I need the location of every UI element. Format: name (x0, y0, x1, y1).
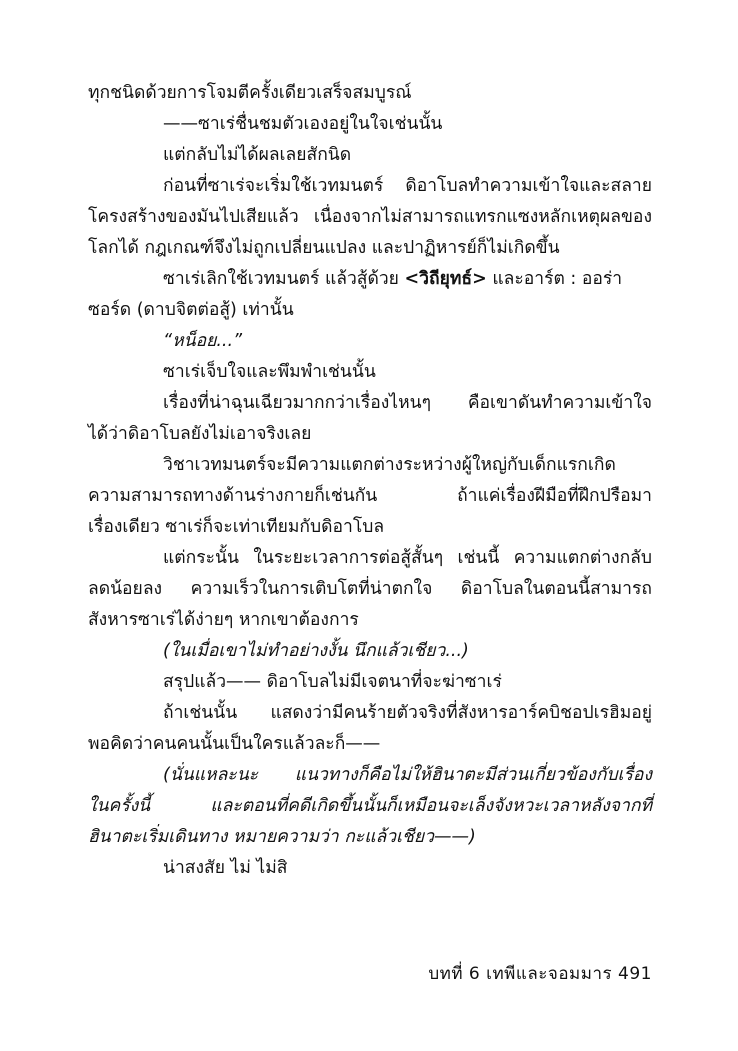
text-line: พอคิดว่าคนคนนั้นเป็นใครแล้วละก็—— (88, 734, 381, 754)
text-line: สังหารซาเร่ได้ง่ายๆ หากเขาต้องการ (88, 610, 359, 630)
text-line: เรื่องที่น่าฉุนเฉียวมากกว่าเรื่องไหนๆ คือเขาดันทำความเข้าใจ (163, 393, 652, 413)
text-line: โครงสร้างของมันไปเสียแล้ว เนื่องจากไม่สามารถแทรกแซงหลักเหตุผลของ (88, 207, 652, 227)
dialogue-line: “หน็อย...” (163, 331, 243, 351)
thought-line: (ในเมื่อเขาไม่ทำอย่างงั้น นึกแล้วเชียว...) (163, 641, 469, 661)
text-line: แต่กระนั้น ในระยะเวลาการต่อสู้สั้นๆ เช่นนี้ ความแตกต่างกลับ (163, 548, 652, 568)
text-line: ก่อนที่ซาเร่จะเริ่มใช้เวทมนตร์ ดิอาโบลทำความเข้าใจและสลาย (163, 176, 652, 196)
thought-line: ฮินาตะเริ่มเดินทาง หมายความว่า กะแล้วเชียว——) (88, 827, 476, 847)
text-line (88, 264, 652, 295)
text-line: สรุปแล้ว—— ดิอาโบลไม่มีเจตนาที่จะฆ่าซาเร่ (163, 672, 502, 692)
text-line: ——ซาเร่ชื่นชมตัวเองอยู่ในใจเช่นนั้น (163, 114, 443, 134)
text-line: น่าสงสัย ไม่ ไม่สิ (163, 858, 288, 878)
text-line: ได้ว่าดิอาโบลยังไม่เอาจริงเลย (88, 424, 312, 444)
text-line: ซาเร่เจ็บใจและพึมพำเช่นนั้น (163, 362, 376, 382)
technique-name: <วิถียุทธ์> (404, 269, 487, 289)
text-line: วิชาเวทมนตร์จะมีความแตกต่างระหว่างผู้ใหญ่กับเด็กแรกเกิด (163, 455, 616, 475)
text-span: ซาเร่เลิกใช้เวทมนตร์ แล้วสู้ด้วย (163, 269, 399, 289)
text-line: โลกได้ กฎเกณฑ์จึงไม่ถูกเปลี่ยนแปลง และปาฏิหารย์ก็ไม่เกิดขึ้น (88, 238, 560, 258)
text-line: แต่กลับไม่ได้ผลเลยสักนิด (163, 145, 352, 165)
text-line: ซอร์ด (ดาบจิตต่อสู้) เท่านั้น (88, 300, 294, 320)
page-footer: บทที่ 6 เทพีและจอมมาร 491 (428, 964, 652, 984)
text-span: และอาร์ต : ออร่า (492, 269, 623, 289)
text-line: ถ้าเช่นนั้น แสดงว่ามีคนร้ายตัวจริงที่สังหารอาร์คบิชอปเรฮิมอยู่ (163, 703, 652, 723)
text-line: เรื่องเดียว ซาเร่ก็จะเท่าเทียมกับดิอาโบล (88, 517, 385, 537)
body-text (88, 78, 652, 884)
text-line: ทุกชนิดด้วยการโจมตีครั้งเดียวเสร็จสมบูรณ์ (88, 83, 412, 103)
thought-line: ในครั้งนี้ และตอนที่คดีเกิดขึ้นนั้นก็เหมือนจะเล็งจังหวะเวลาหลังจากที่ (88, 796, 652, 816)
thought-line: (นั่นแหละนะ แนวทางก็คือไม่ให้ฮินาตะมีส่วนเกี่ยวข้องกับเรื่อง (163, 765, 652, 785)
text-line: ความสามารถทางด้านร่างกายก็เช่นกัน ถ้าแค่เรื่องฝีมือที่ฝึกปรือมา (88, 486, 652, 506)
text-line: ลดน้อยลง ความเร็วในการเติบโตที่น่าตกใจ ดิอาโบลในตอนนี้สามารถ (88, 579, 652, 599)
